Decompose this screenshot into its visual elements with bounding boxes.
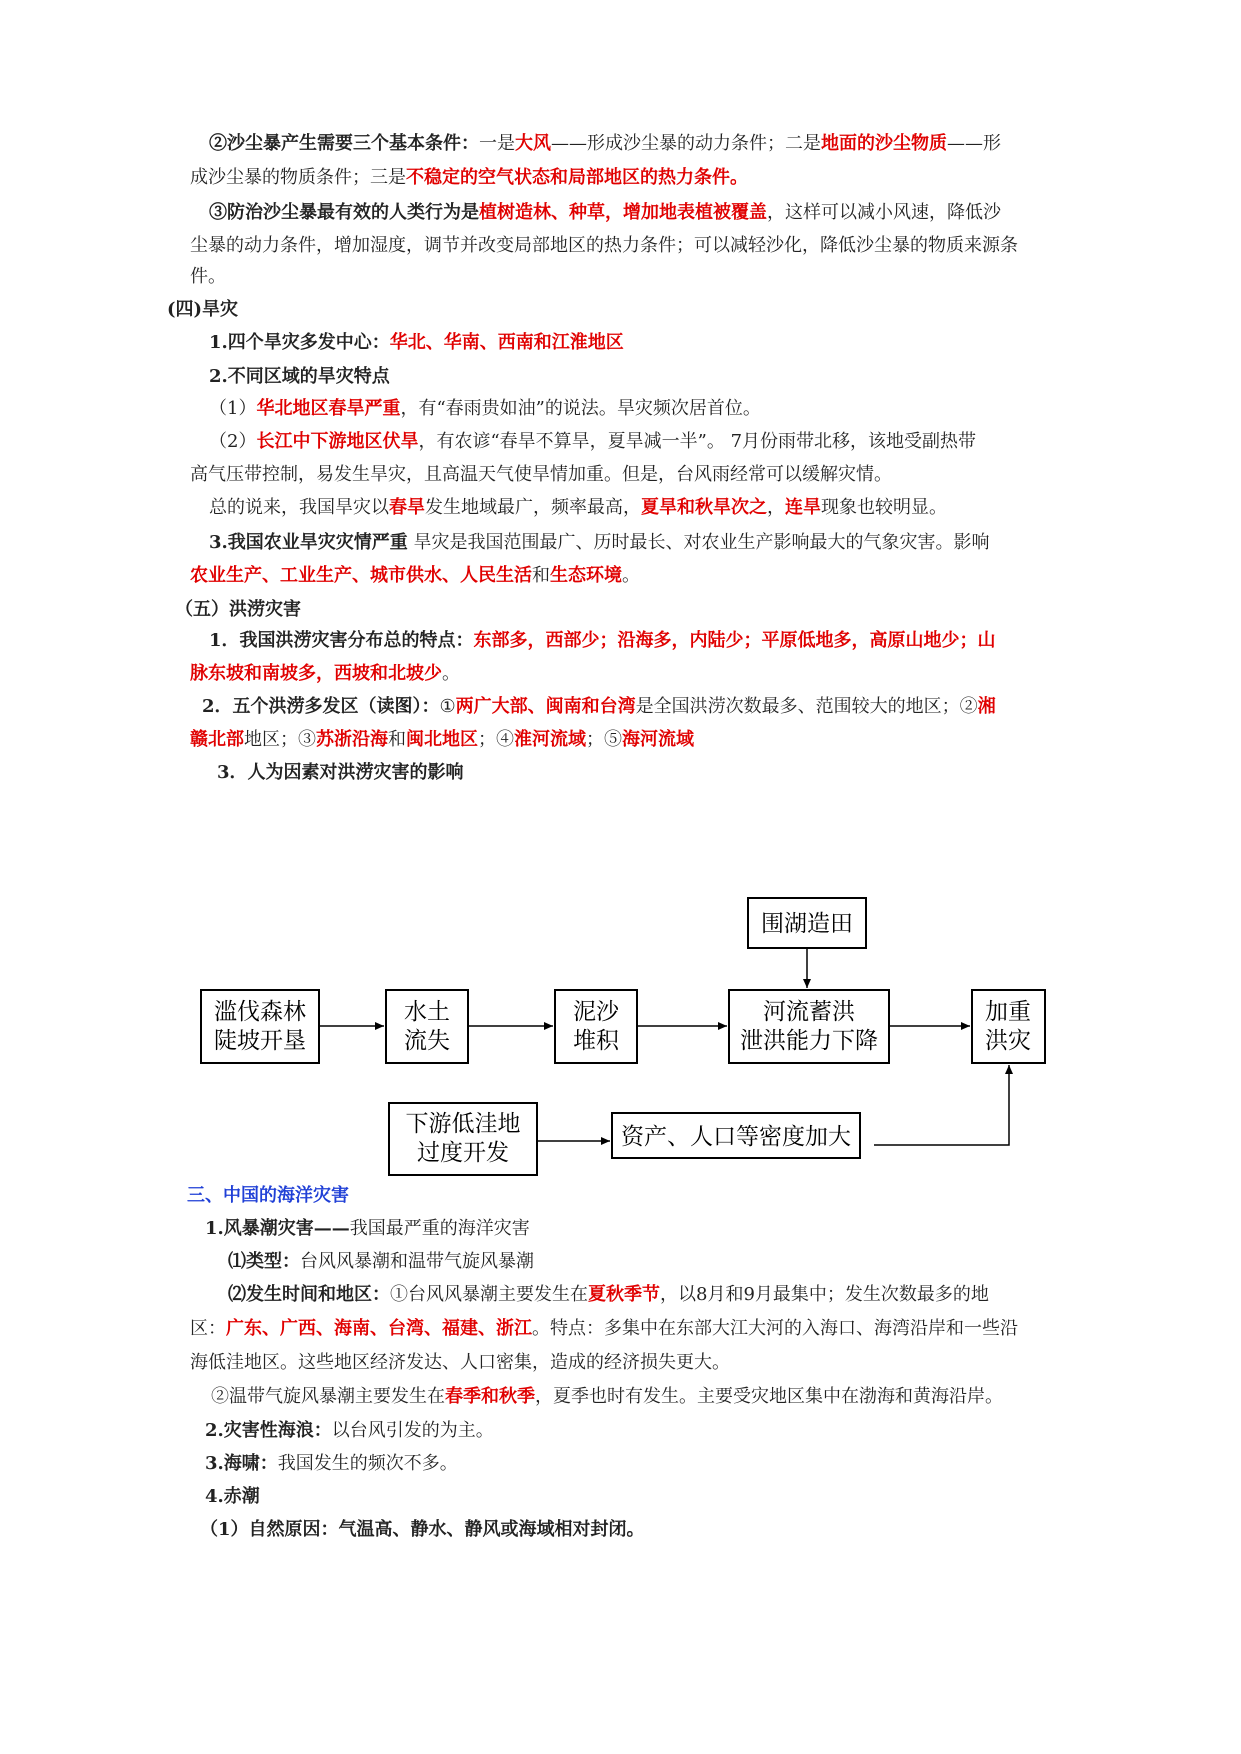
label-lake-reclamation: 围湖造田 (761, 911, 853, 937)
storm-surge-type-line: ⑴类型：台风风暴潮和温带气旋风暴潮 (228, 1251, 534, 1272)
label-river-storage-2: 泄洪能力下降 (740, 1028, 878, 1054)
storm-surge-time-line-3: 海低洼地区。这些地区经济发达、人口密集，造成的经济损失更大。 (190, 1352, 730, 1373)
label-density: 资产、人口等密度加大 (621, 1124, 851, 1150)
drought-yangtze-line-2: 高气压带控制，易发生旱灾，且高温天气使旱情加重。但是，台风雨经常可以缓解灾情。 (190, 464, 892, 485)
sandstorm-conditions-line-1: ②沙尘暴产生需要三个基本条件：一是大风——形成沙尘暴的动力条件；二是地面的沙尘物质——形 (209, 133, 1001, 154)
storm-surge-time-line-2: 区：广东、广西、海南、台湾、福建、浙江。特点：多集中在东部大江大河的入海口、海湾沿岸和一些沿 (190, 1318, 1018, 1339)
label-deforestation-1: 滥伐森林 (214, 999, 306, 1025)
drought-regional-features: 2.不同区域的旱灾特点 (209, 366, 390, 387)
drought-heading: (四)旱灾 (167, 299, 239, 320)
label-soil-erosion-1: 水土 (404, 999, 450, 1025)
label-lowland-2: 过度开发 (417, 1140, 509, 1166)
label-sediment-2: 堆积 (573, 1028, 619, 1054)
label-lowland-1: 下游低洼地 (405, 1111, 521, 1137)
sandstorm-conditions-line-2: 成沙尘暴的物质条件；三是不稳定的空气状态和局部地区的热力条件。 (190, 167, 748, 188)
drought-summary-line: 总的说来，我国旱灾以春旱发生地域最广，频率最高，夏旱和秋旱次之，连旱现象也较明显。 (209, 497, 947, 518)
sandstorm-prevention-line-3: 件。 (190, 266, 226, 287)
label-aggravated-flood-2: 洪灾 (985, 1028, 1031, 1054)
storm-surge-time-line-1: ⑵发生时间和地区：①台风风暴潮主要发生在夏秋季节，以8月和9月最集中；发生次数最多的地 (228, 1284, 989, 1305)
flood-distribution-line-1: 1．我国洪涝灾害分布总的特点：东部多，西部少；沿海多，内陆少；平原低地多，高原山地少；山 (209, 630, 996, 651)
drought-agriculture-line-2: 农业生产、工业生产、城市供水、人民生活和生态环境。 (190, 565, 640, 586)
flood-regions-line-1: 2．五个洪涝多发区（读图）：①两广大部、闽南和台湾是全国洪涝次数最多、范围较大的地区；②湘 (202, 696, 996, 717)
marine-disaster-heading: 三、中国的海洋灾害 (187, 1185, 349, 1206)
label-deforestation-2: 陡坡开垦 (214, 1028, 306, 1054)
flood-distribution-line-2: 脉东坡和南坡多，西坡和北坡少。 (190, 663, 460, 684)
sandstorm-prevention-line-1: ③防治沙尘暴最有效的人类行为是植树造林、种草，增加地表植被覆盖，这样可以减小风速，降低沙 (209, 202, 1001, 223)
flood-human-factors-heading: 3．人为因素对洪涝灾害的影响 (217, 762, 464, 783)
red-tide-heading: 4.赤潮 (205, 1486, 260, 1507)
sandstorm-prevention-line-2: 尘暴的动力条件，增加湿度，调节并改变局部地区的热力条件；可以减轻沙化，降低沙尘暴的物质来源条 (190, 235, 1018, 256)
drought-north-china-line: （1）华北地区春旱严重，有“春雨贵如油”的说法。旱灾频次居首位。 (209, 398, 761, 419)
drought-centers-line: 1.四个旱灾多发中心：华北、华南、西南和江淮地区 (209, 332, 624, 353)
arrow-7-5 (874, 1065, 1009, 1145)
tsunami-line: 3.海啸：我国发生的频次不多。 (205, 1453, 458, 1474)
flood-regions-line-2: 赣北部地区；③苏浙沿海和闽北地区；④淮河流域；⑤海河流域 (190, 729, 694, 750)
label-aggravated-flood-1: 加重 (985, 999, 1031, 1025)
label-sediment-1: 泥沙 (573, 999, 619, 1025)
drought-yangtze-line-1: （2）长江中下游地区伏旱，有农谚“春旱不算旱，夏旱减一半”。 7月份雨带北移，该地受副热带 (209, 431, 977, 452)
drought-agriculture-line-1: 3.我国农业旱灾灾情严重 旱灾是我国范围最广、历时最长、对农业生产影响最大的气象灾害。影响 (209, 532, 990, 553)
storm-surge-line: 1.风暴潮灾害——我国最严重的海洋灾害 (205, 1218, 530, 1239)
label-river-storage-1: 河流蓄洪 (763, 999, 855, 1025)
waves-line: 2.灾害性海浪：以台风引发的为主。 (205, 1420, 494, 1441)
flood-heading: （五）洪涝灾害 (175, 599, 301, 620)
label-soil-erosion-2: 流失 (404, 1028, 450, 1054)
temperate-surge-line: ②温带气旋风暴潮主要发生在春季和秋季，夏季也时有发生。主要受灾地区集中在渤海和黄海沿岸。 (211, 1386, 1003, 1407)
red-tide-natural-cause: （1）自然原因：气温高、静水、静风或海域相对封闭。 (200, 1519, 645, 1540)
